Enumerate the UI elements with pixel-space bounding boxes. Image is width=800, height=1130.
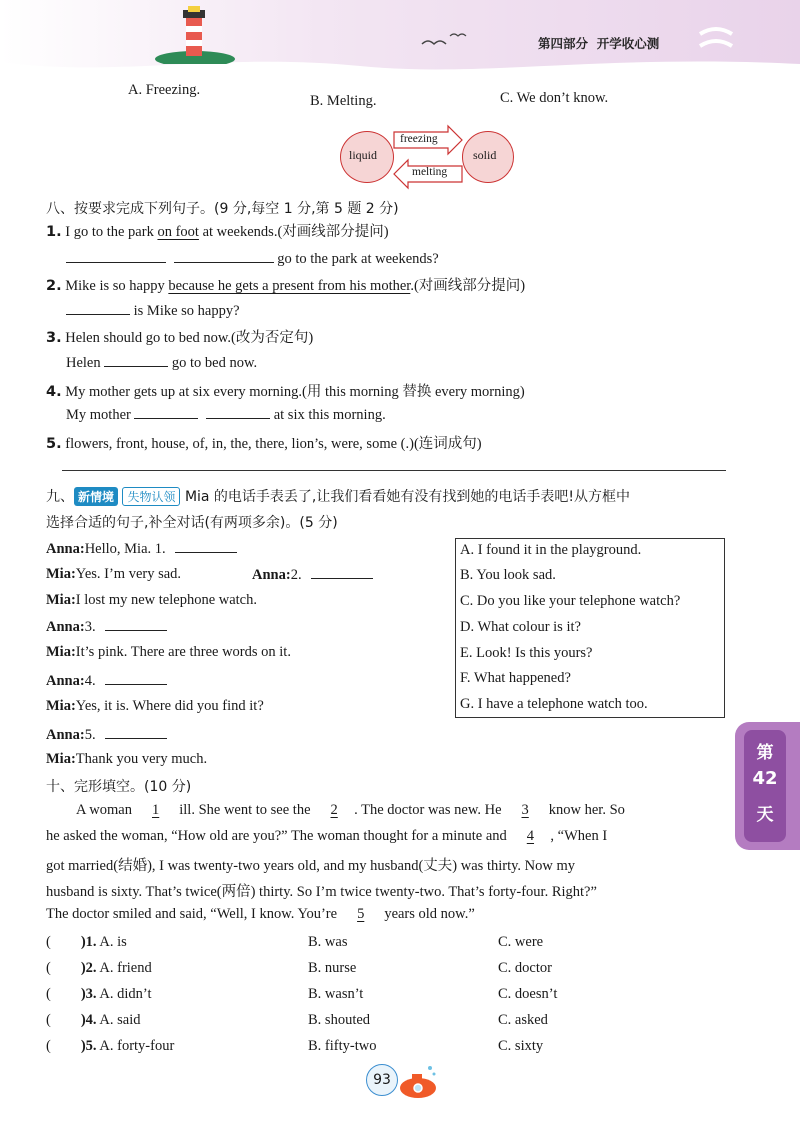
page-header (0, 0, 800, 72)
dialogue-line-9: Anna:5. (46, 726, 167, 744)
cloze-blank[interactable]: 5 (357, 906, 365, 922)
header-deco-icon (696, 22, 736, 54)
s8-q3-answer: Helen go to bed now. (66, 355, 258, 371)
header-wave (0, 52, 800, 78)
s8-q2: 2. Mike is so happy because he gets a present from his mother.(对画线部分提问) (46, 278, 526, 294)
choice-c: C. doesn’t (498, 986, 558, 1002)
cloze-line-1: A woman 1 ill. She went to see the 2 . The doctor was new. He 3 know her. So (76, 802, 625, 818)
answer-line[interactable] (62, 470, 726, 471)
dialogue-line-5: Anna:3. (46, 618, 167, 636)
section-9-intro-line1: 九、 新情境 失物认领 Mia 的电话手表丢了,让我们看看她有没有找到她的电话手表吧!从方框中 (46, 489, 630, 505)
choice-b: B. shouted (308, 1012, 371, 1028)
cloze-line-2: he asked the woman, “How old are you?” The woman thought for a minute and 4 , “When I (46, 828, 608, 844)
choice-row: ( )4. A. said (46, 1012, 141, 1028)
cloze-line-5: The doctor smiled and said, “Well, I know. You’re 5 years old now.” (46, 906, 475, 922)
s8-q2-answer: is Mike so happy? (66, 302, 240, 320)
choice-row: ( )1. A. is (46, 934, 127, 950)
choice-row: ( )2. A. friend (46, 960, 152, 976)
dialogue-line-4: Mia:I lost my new telephone watch. (46, 592, 257, 608)
bird-icon (420, 30, 470, 50)
s8-q4: 4. My mother gets up at six every morning.(用 this morning 替换 every morning) (46, 384, 525, 400)
section-10-title: 十、完形填空。(10 分) (46, 779, 192, 795)
choice-b: B. nurse (308, 960, 357, 976)
section-8-title: 八、按要求完成下列句子。(9 分,每空 1 分,第 5 题 2 分) (46, 201, 399, 217)
blank[interactable] (206, 406, 270, 419)
dialogue-line-3: Anna:2. (252, 566, 373, 584)
choice-b: B. was (308, 934, 348, 950)
dialogue-line-1: Anna:Hello, Mia. 1. (46, 540, 237, 558)
cloze-line-3: got married(结婚), I was twenty-two years old, and my husband(丈夫) was thirty. Now my (46, 858, 576, 874)
s8-q4-answer: My mother at six this morning. (66, 407, 386, 423)
dialogue-line-6: Mia:It’s pink. There are three words on it. (46, 644, 291, 660)
dialogue-line-10: Mia:Thank you very much. (46, 751, 208, 767)
liquid-circle: liquid (340, 131, 394, 183)
dialogue-line-7: Anna:4. (46, 672, 167, 690)
lost-found-tag: 失物认领 (122, 487, 180, 506)
blank[interactable] (105, 618, 167, 631)
blank[interactable] (174, 250, 274, 263)
choice-c: C. doctor (498, 960, 552, 976)
option-item: C. Do you like your telephone watch? (460, 593, 681, 609)
cloze-blank[interactable]: 4 (526, 828, 535, 844)
header-title: 第四部分 开学收心测 (538, 36, 660, 51)
s8-q3: 3. Helen should go to bed now.(改为否定句) (46, 330, 314, 346)
lighthouse-icon (150, 4, 240, 64)
choice-b: B. fifty-two (308, 1038, 377, 1054)
blank[interactable] (105, 726, 167, 739)
blank[interactable] (105, 672, 167, 685)
s8-q1: 1. I go to the park on foot at weekends.(对画线部分提问) (46, 224, 389, 240)
cloze-blank[interactable]: 1 (151, 802, 160, 818)
blank[interactable] (134, 406, 198, 419)
blank[interactable] (66, 302, 130, 315)
cloze-blank[interactable]: 2 (330, 802, 338, 818)
choice-row: ( )5. A. forty-four (46, 1038, 175, 1054)
s8-q1-answer: go to the park at weekends? (66, 250, 439, 268)
new-context-tag: 新情境 (74, 487, 118, 506)
blank[interactable] (66, 250, 166, 263)
cloze-blank[interactable]: 3 (521, 802, 529, 818)
dialogue-line-2: Mia:Yes. I’m very sad. (46, 566, 182, 582)
option-item: G. I have a telephone watch too. (460, 696, 648, 712)
q7-option-b: B. Melting. (310, 93, 377, 109)
solid-circle: solid (462, 131, 514, 183)
choice-c: C. were (498, 934, 544, 950)
dialogue-line-8: Mia:Yes, it is. Where did you find it? (46, 698, 264, 714)
q7-option-a: A. Freezing. (128, 82, 201, 98)
blank[interactable] (104, 354, 168, 367)
s8-q5: 5. flowers, front, house, of, in, the, there, lion’s, were, some (.)(连词成句) (46, 436, 482, 452)
melting-label: melting (412, 166, 448, 178)
submarine-icon (396, 1062, 442, 1102)
options-box (455, 538, 725, 718)
freezing-label: freezing (400, 133, 438, 145)
cloze-line-4: husband is sixty. That’s twice(两倍) thirty. So I’m twice twenty-two. That’s forty-four. Right?” (46, 884, 597, 900)
day-side-tab: 第 42 天 (735, 722, 800, 850)
choice-c: C. sixty (498, 1038, 544, 1054)
q7-option-c: C. We don’t know. (500, 90, 609, 106)
blank[interactable] (175, 540, 237, 553)
choice-b: B. wasn’t (308, 986, 364, 1002)
option-item: F. What happened? (460, 670, 571, 686)
option-item: B. You look sad. (460, 567, 556, 583)
option-item: E. Look! Is this yours? (460, 645, 593, 661)
blank[interactable] (311, 566, 373, 579)
option-item: D. What colour is it? (460, 619, 581, 635)
section-9-intro-line2: 选择合适的句子,补全对话(有两项多余)。(5 分) (46, 515, 338, 531)
choice-row: ( )3. A. didn’t (46, 986, 152, 1002)
option-item: A. I found it in the playground. (460, 542, 642, 558)
page-number: 93 (366, 1064, 398, 1096)
choice-c: C. asked (498, 1012, 548, 1028)
